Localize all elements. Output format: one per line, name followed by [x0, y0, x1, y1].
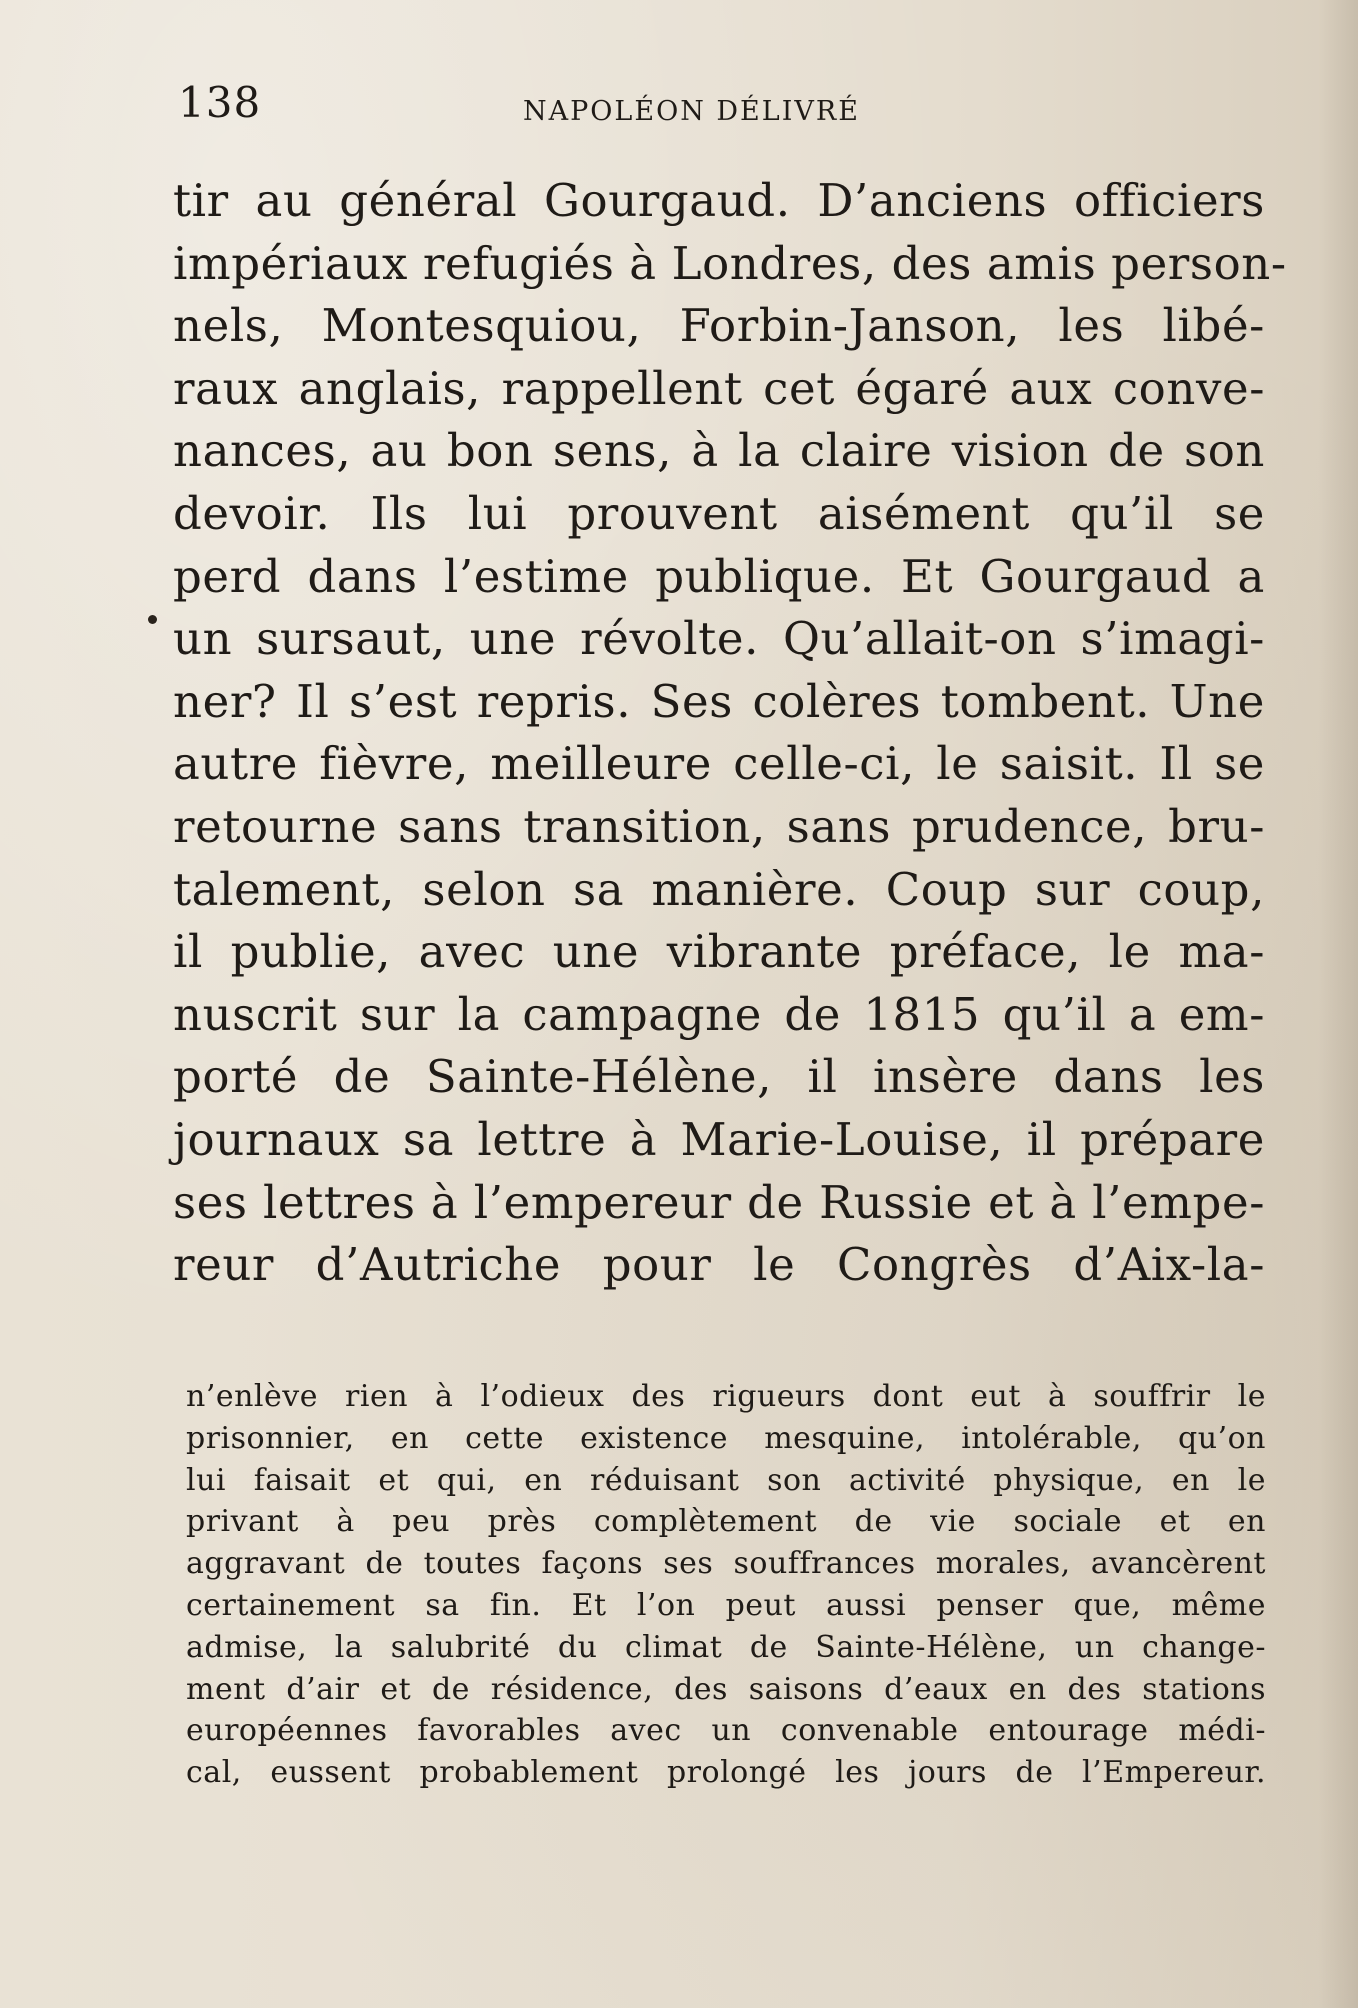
- text-line: raux anglais, rappellent cet égaré aux conve-: [173, 361, 1265, 415]
- text-line: nuscrit sur la campagne de 1815 qu’il a em-: [173, 987, 1265, 1041]
- footnote-line: ment d’air et de résidence, des saisons d’eaux en des stations: [186, 1671, 1266, 1707]
- footnote-line: cal, eussent probablement prolongé les jours de l’Empereur.: [186, 1755, 1266, 1791]
- text-line: devoir. Ils lui prouvent aisément qu’il se: [173, 486, 1265, 540]
- text-line: retourne sans transition, sans prudence, bru-: [173, 799, 1265, 853]
- page-edge-shadow: [1318, 0, 1358, 2008]
- footnote-line: certainement sa fin. Et l’on peut aussi penser que, même: [186, 1587, 1266, 1623]
- footnote-line: prisonnier, en cette existence mesquine, intolérable, qu’on: [186, 1420, 1266, 1456]
- text-line: il publie, avec une vibrante préface, le ma-: [173, 925, 1265, 979]
- footnote-line: lui faisait et qui, en réduisant son activité physique, en le: [186, 1462, 1266, 1498]
- footnote-line: privant à peu près complètement de vie sociale et en: [186, 1504, 1266, 1540]
- main-text: [173, 170, 1287, 1297]
- running-title: NAPOLÉON DÉLIVRÉ: [523, 96, 860, 127]
- text-line: nels, Montesquiou, Forbin-Janson, les libé-: [173, 299, 1265, 353]
- footnote-line: admise, la salubrité du climat de Sainte-Hélène, un change-: [186, 1629, 1266, 1665]
- page-header: [178, 78, 1263, 142]
- text-line: nances, au bon sens, à la claire vision de son: [173, 424, 1265, 478]
- text-line: talement, selon sa manière. Coup sur coup,: [173, 862, 1265, 916]
- page-number: 138: [178, 78, 262, 127]
- footnote-line: n’enlève rien à l’odieux des rigueurs dont eut à souffrir le: [186, 1379, 1266, 1414]
- text-line: perd dans l’estime publique. Et Gourgaud a: [173, 549, 1265, 603]
- margin-mark: [148, 615, 157, 624]
- text-line: reur d’Autriche pour le Congrès d’Aix-la-: [173, 1238, 1265, 1292]
- text-line: ses lettres à l’empereur de Russie et à l’empe-: [173, 1175, 1265, 1229]
- text-line: un sursaut, une révolte. Qu’allait-on s’imagi-: [173, 612, 1265, 666]
- footnote: [186, 1376, 1266, 1794]
- text-line: journaux sa lettre à Marie-Louise, il prépare: [173, 1112, 1265, 1166]
- footnote-line: européennes favorables avec un convenable entourage médi-: [186, 1713, 1266, 1749]
- text-line: porté de Sainte-Hélène, il insère dans les: [173, 1050, 1265, 1104]
- footnote-line: aggravant de toutes façons ses souffrances morales, avancèrent: [186, 1546, 1266, 1582]
- text-line: impériaux refugiés à Londres, des amis person-: [173, 236, 1287, 290]
- text-line: tir au général Gourgaud. D’anciens officiers: [173, 174, 1265, 227]
- text-line: autre fièvre, meilleure celle-ci, le saisit. Il se: [173, 737, 1265, 791]
- text-line: ner? Il s’est repris. Ses colères tombent. Une: [173, 674, 1265, 728]
